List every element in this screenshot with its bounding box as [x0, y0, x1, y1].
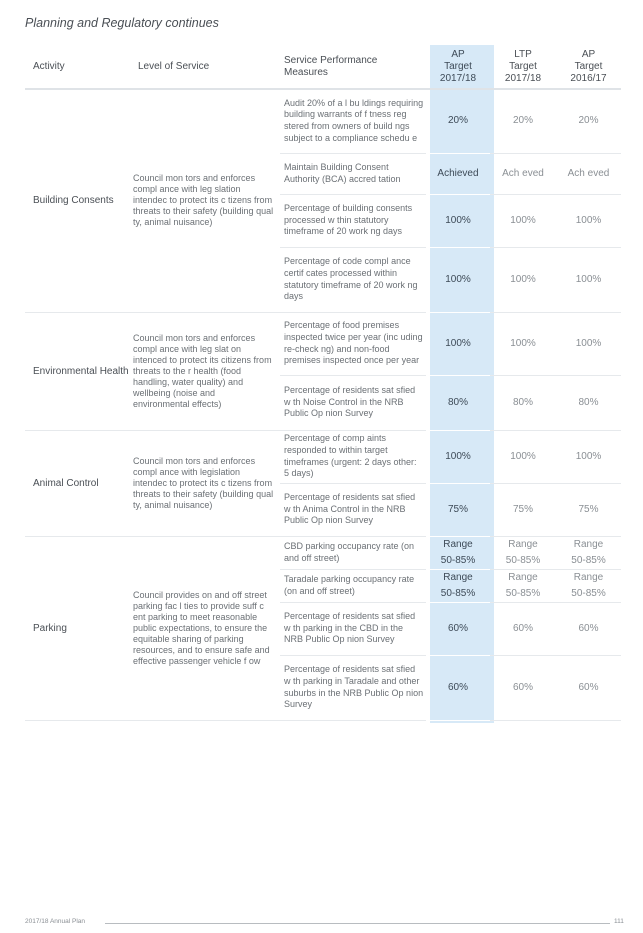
table-row — [25, 536, 621, 569]
prev-target-value: 20% — [556, 89, 621, 153]
header-ap-target-2017-18: AP Target 2017/18 — [426, 45, 490, 89]
measure-cell: Audit 20% of a l bu ldings requiring building warrants of f tness reg stered from owners of build ngs subject to a compliance schedu e — [280, 89, 426, 153]
measure-cell: Percentage of residents sat sfied w th Anima Control in the NRB Public Op nion Survey — [280, 483, 426, 536]
ltp-target-value: 80% — [490, 375, 556, 430]
prev-target-value: 75% — [556, 483, 621, 536]
ap-target-value: Range 50-85% — [426, 569, 490, 602]
ltp-target-value: 20% — [490, 89, 556, 153]
prev-target-value: 60% — [556, 602, 621, 655]
activity-environmental-health: Environmental Health — [25, 312, 130, 430]
prev-target-value: 100% — [556, 430, 621, 483]
ltp-target-value: 60% — [490, 655, 556, 720]
prev-target-value: 100% — [556, 194, 621, 247]
table-row — [25, 89, 621, 153]
measure-cell: Taradale parking occupancy rate (on and off street) — [280, 569, 426, 602]
measure-cell: Percentage of residents sat sfied w th parking in the CBD in the NRB Public Op nion Survey — [280, 602, 426, 655]
ap-target-value: 75% — [426, 483, 490, 536]
level-of-service: Council provides on and off street parking fac l ties to provide suff c ent parking to meet reasonable public expectations, to ensure the equitable sharing of parking resources, and to ensure safe and effective passenger vehicle f ow — [130, 536, 280, 720]
ap-target-value: 20% — [426, 89, 490, 153]
ap-target-value: 80% — [426, 375, 490, 430]
prev-target-value: 100% — [556, 312, 621, 375]
header-level-of-service: Level of Service — [130, 45, 280, 89]
ap-target-value: Achieved — [426, 153, 490, 194]
measure-cell: Percentage of residents sat sfied w th parking in Taradale and other suburbs in the NRB Public Op nion Survey — [280, 655, 426, 720]
header-ltp-target-2017-18: LTP Target 2017/18 — [490, 45, 556, 89]
level-of-service: Council mon tors and enforces compl ance with leg slation intendec to protect its c tizens from threats to their safety (building qual ty, animal nuisance) — [130, 89, 280, 312]
prev-target-value: Range 50-85% — [556, 569, 621, 602]
activity-animal-control: Animal Control — [25, 430, 130, 536]
prev-target-value: 80% — [556, 375, 621, 430]
measure-cell: CBD parking occupancy rate (on and off street) — [280, 536, 426, 569]
ltp-target-value: 75% — [490, 483, 556, 536]
level-of-service: Council mon tors and enforces compl ance with leg slat on intenced to protect its citizens from threats to the r health (food handling, water quality) and wellbeing (noise and environmental effects) — [130, 312, 280, 430]
activity-parking: Parking — [25, 536, 130, 720]
ltp-target-value: 100% — [490, 430, 556, 483]
header-measures: Service Performance Measures — [280, 45, 426, 89]
ap-target-value: 60% — [426, 602, 490, 655]
level-of-service: Council mon tors and enforces compl ance with legislation intendec to protect its c tizens from threats to their safety (building qual ty, animal nuisance) — [130, 430, 280, 536]
table-row — [25, 312, 621, 375]
prev-target-value: Range 50-85% — [556, 536, 621, 569]
measure-cell: Percentage of building consents processed w thin statutory timeframe of 20 work ng days — [280, 194, 426, 247]
prev-target-value: 100% — [556, 247, 621, 312]
measure-cell: Percentage of residents sat sfied w th Noise Control in the NRB Public Op nion Survey — [280, 375, 426, 430]
ltp-target-value: Range 50-85% — [490, 569, 556, 602]
page-number: 111 — [614, 918, 624, 925]
measure-cell: Percentage of comp aints responded to within target timeframes (urgent: 2 days other: 5 days) — [280, 430, 426, 483]
prev-target-value: Ach eved — [556, 153, 621, 194]
service-performance-table — [25, 45, 621, 721]
ltp-target-value: 100% — [490, 194, 556, 247]
ap-target-value: 100% — [426, 430, 490, 483]
footer-divider — [105, 923, 610, 924]
prev-target-value: 60% — [556, 655, 621, 720]
ltp-target-value: 100% — [490, 247, 556, 312]
ltp-target-value: 100% — [490, 312, 556, 375]
footer-document-title: 2017/18 Annual Plan — [25, 918, 85, 925]
ap-target-value: 100% — [426, 312, 490, 375]
ltp-target-value: Range 50-85% — [490, 536, 556, 569]
table-row — [25, 430, 621, 483]
ap-target-value: Range 50-85% — [426, 536, 490, 569]
ap-target-value: 100% — [426, 247, 490, 312]
ltp-target-value: Ach eved — [490, 153, 556, 194]
table-header-row — [25, 45, 621, 89]
ap-target-value: 60% — [426, 655, 490, 720]
section-heading: Planning and Regulatory continues — [25, 16, 219, 30]
ap-target-value: 100% — [426, 194, 490, 247]
activity-building-consents: Building Consents — [25, 89, 130, 312]
ltp-target-value: 60% — [490, 602, 556, 655]
header-activity: Activity — [25, 45, 130, 89]
measure-cell: Maintain Building Consent Authority (BCA) accred tation — [280, 153, 426, 194]
measure-cell: Percentage of food premises inspected twice per year (inc uding re-check ng) and non-food premises inspected once per year — [280, 312, 426, 375]
measure-cell: Percentage of code compl ance certif cates processed within statutory timeframe of 20 work ng days — [280, 247, 426, 312]
header-ap-target-2016-17: AP Target 2016/17 — [556, 45, 621, 89]
